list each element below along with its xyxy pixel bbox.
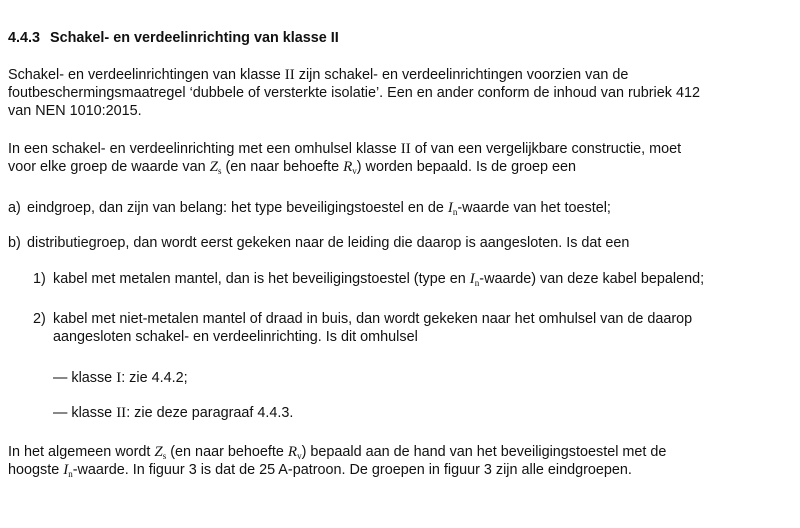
class-two-symbol: II	[400, 141, 411, 157]
paragraph-1-line-1: Schakel- en verdeelinrichtingen van klasse II zijn schakel- en verdeelinrichtingen voorzien van de	[8, 67, 629, 83]
paragraph-1-line-2: foutbeschermingsmaatregel ‘dubbele of versterkte isolatie’. Een en ander conform de inhoud van rubriek 412	[8, 85, 700, 101]
list-label-b: b)	[8, 235, 21, 251]
in-symbol: $I_n$	[447, 200, 458, 217]
paragraph-1-line-3: van NEN 1010:2015.	[8, 103, 142, 119]
rv-symbol: $R_v$	[287, 444, 302, 461]
paragraph-3-line-2: hoogste $I_n$-waarde. In figuur 3 is dat de 25 A-patroon. De groepen in figuur 3 zijn alle eindgroepen.	[8, 462, 632, 479]
sub-label-2: 2)	[33, 311, 46, 327]
sub-item-2: 2) kabel met niet-metalen mantel of draad in buis, dan wordt gekeken naar het omhulsel van de daarop	[33, 311, 693, 327]
dash-glyph: —	[53, 405, 68, 421]
list-label-a: a)	[8, 200, 21, 216]
class-two-symbol: II	[116, 405, 127, 421]
dash-glyph: —	[53, 370, 68, 386]
paragraph-2-line-1: In een schakel- en verdeelinrichting met een omhulsel klasse II of van een vergelijkbare constructie, moet	[8, 141, 682, 157]
in-symbol: $I_n$	[469, 271, 480, 288]
dash-item-class-2: — klasse II: zie deze paragraaf 4.4.3.	[53, 405, 294, 421]
in-symbol: $I_n$	[63, 462, 73, 479]
list-item-a: a) eindgroep, dan zijn van belang: het type beveiligingstoestel en de $I_n$-waarde van het toestel;	[8, 200, 611, 217]
dash-item-class-1: — klasse I: zie 4.4.2;	[53, 370, 188, 386]
section-number: 4.4.3	[8, 30, 41, 46]
paragraph-2-line-2: voor elke groep de waarde van $Z_s$ (en naar behoefte $R_v$) worden bepaald. Is de groep een	[8, 159, 576, 176]
sub-label-1: 1)	[33, 271, 46, 287]
sub-item-1: 1) kabel met metalen mantel, dan is het beveiligingstoestel (type en $I_n-waarde$) van deze kabel bepalend;	[33, 271, 705, 288]
sub-item-2-line-2: aangesloten schakel- en verdeelinrichting. Is dit omhulsel	[53, 329, 418, 345]
section-heading	[8, 29, 339, 47]
zs-symbol: $Z_s$	[209, 159, 222, 176]
class-one-symbol: I	[116, 370, 122, 386]
class-two-symbol: II	[284, 67, 295, 83]
paragraph-3-line-1: In het algemeen wordt $Z_s$ (en naar behoefte $R_v$) bepaald aan de hand van het beveiligingstoestel met de	[8, 444, 667, 461]
list-item-b: b) distributiegroep, dan wordt eerst gekeken naar de leiding die daarop is aangesloten. Is dat een	[8, 235, 630, 251]
zs-symbol: $Z_s$	[154, 444, 167, 461]
rv-symbol: $R_v$	[343, 159, 357, 176]
section-title: Schakel- en verdeelinrichting van klasse II	[50, 30, 339, 46]
